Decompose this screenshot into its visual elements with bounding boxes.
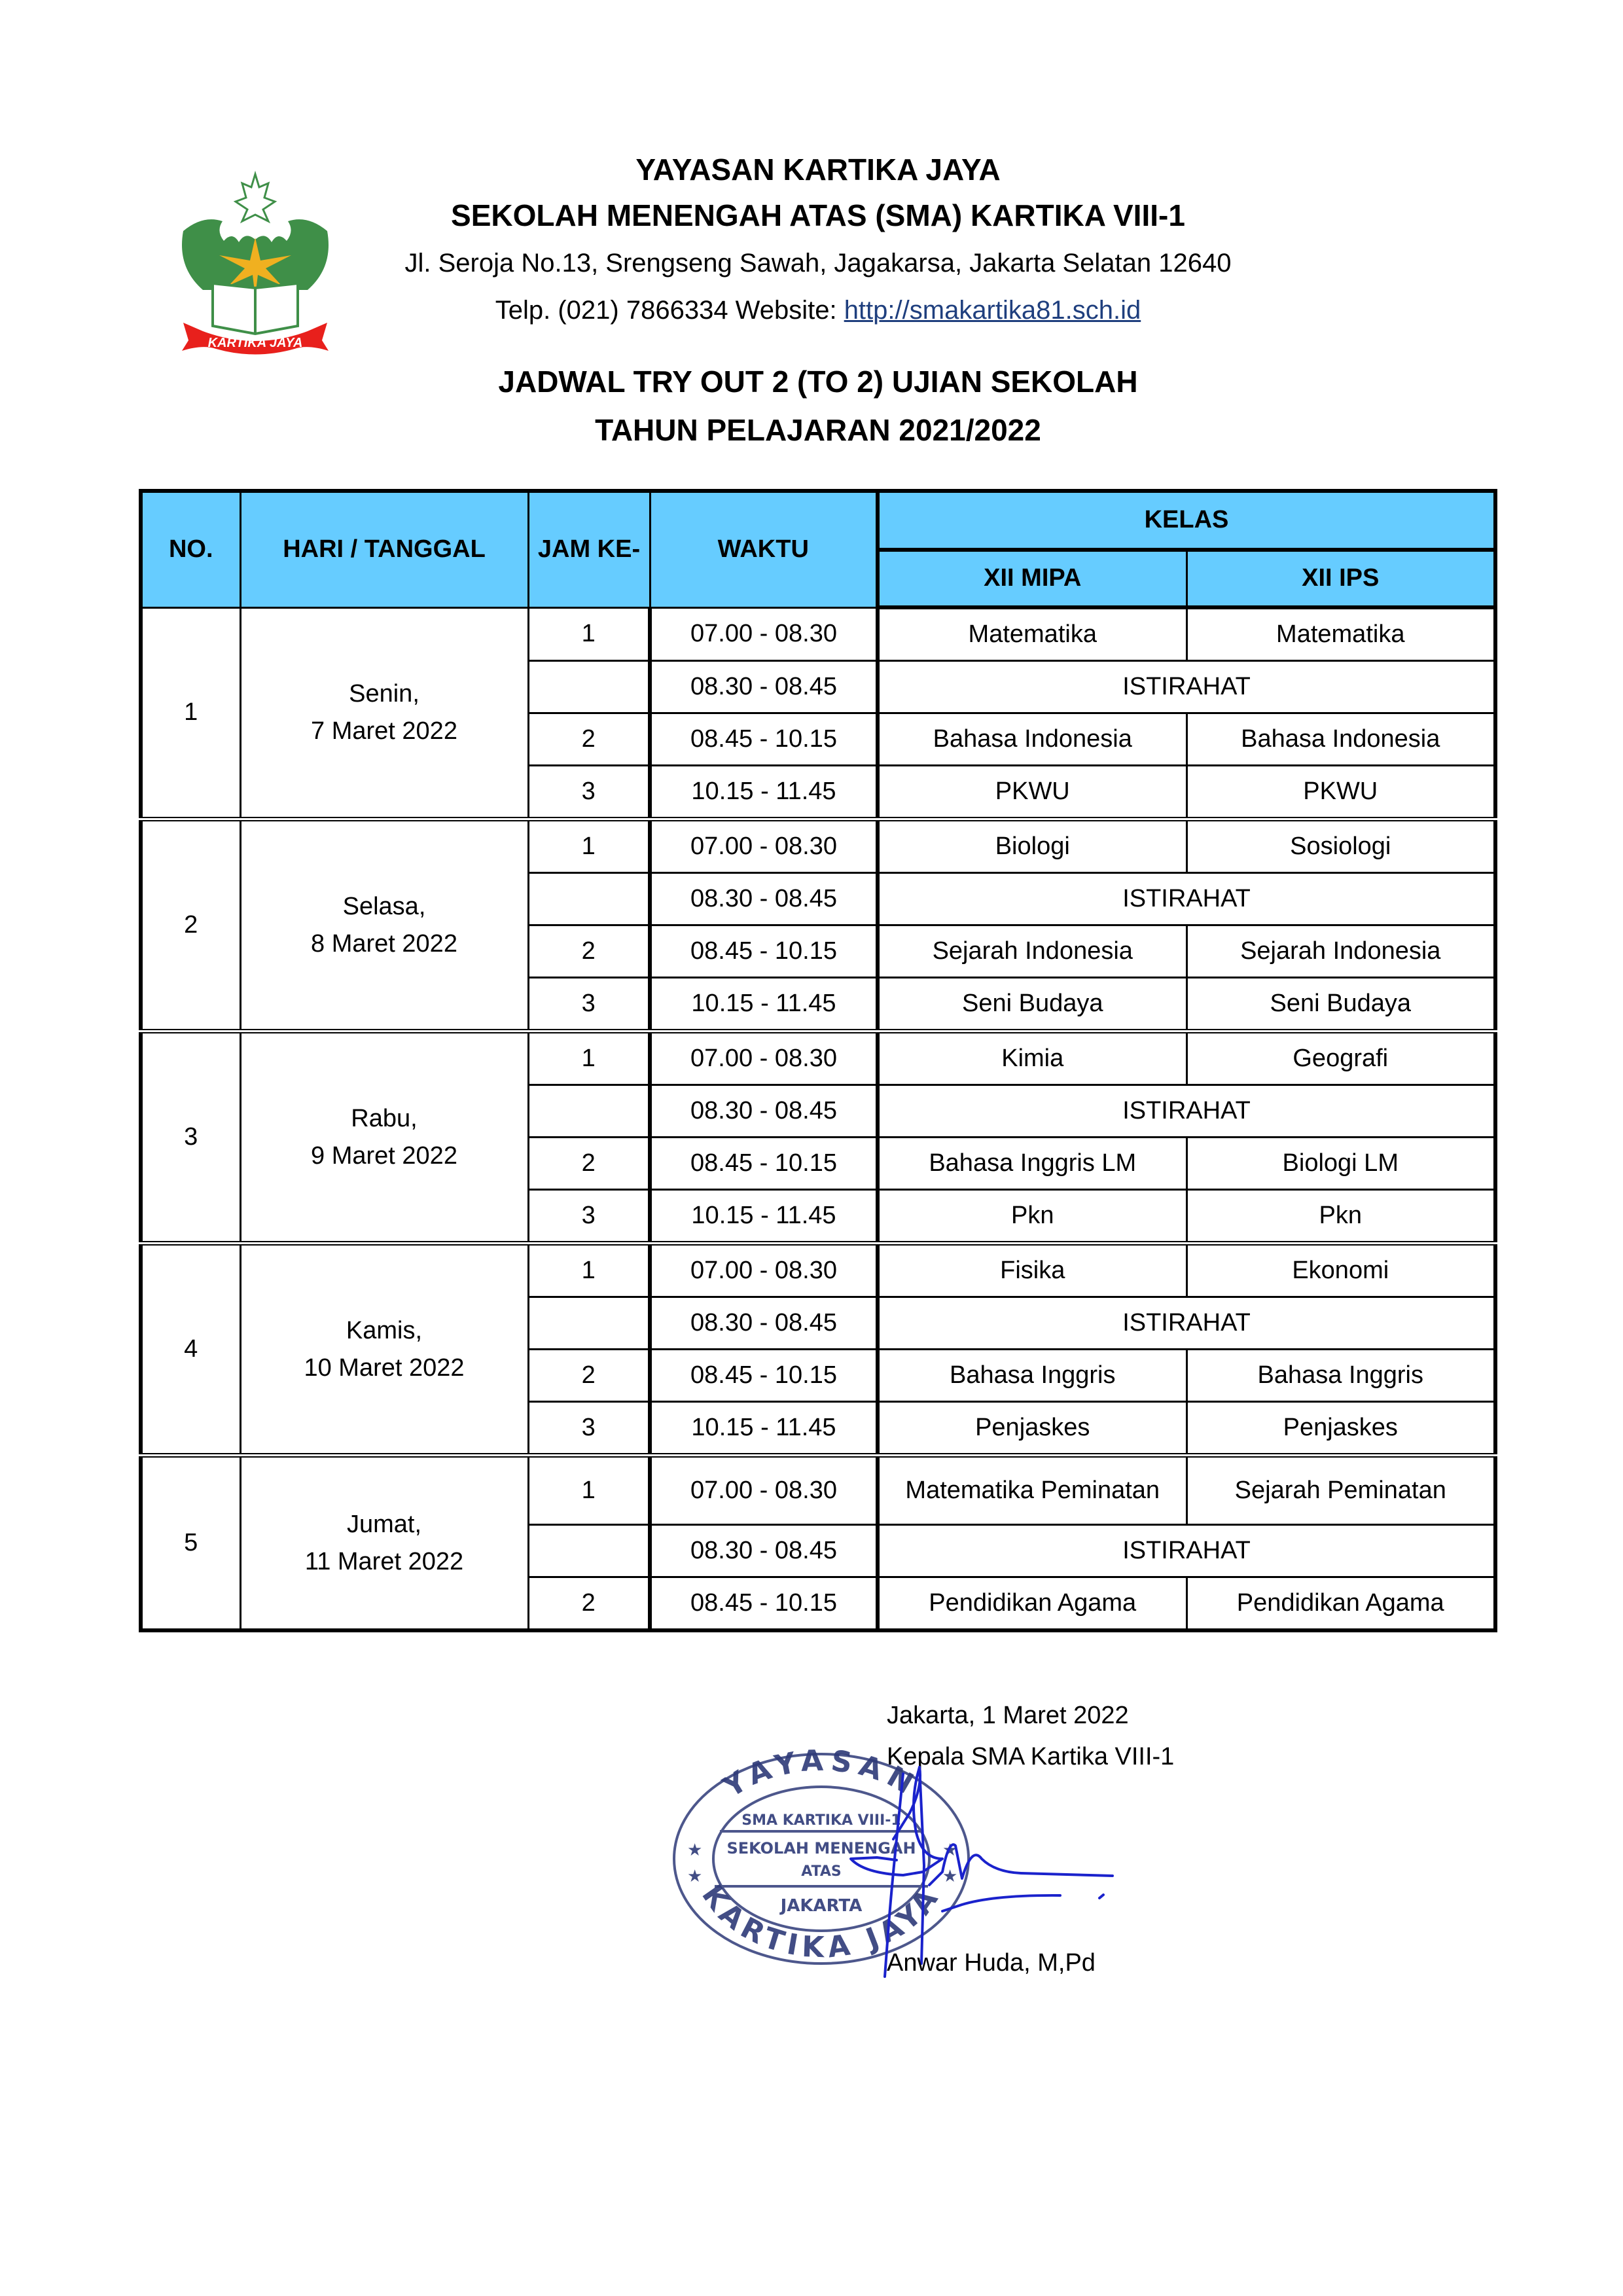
day-name: Rabu, (351, 1104, 418, 1132)
day-number: 5 (141, 1456, 240, 1631)
period-cell: 1 (528, 819, 650, 873)
subject-ips-cell: Sejarah Indonesia (1186, 925, 1495, 978)
contact-line (314, 296, 1322, 325)
header-class-group: KELAS (878, 491, 1495, 550)
subject-mipa-cell: Matematika (878, 607, 1186, 661)
time-cell: 08.45 - 10.15 (650, 1577, 878, 1631)
day-number: 1 (141, 607, 240, 819)
subject-ips-cell: Pendidikan Agama (1186, 1577, 1495, 1631)
day-date-cell (240, 819, 528, 1031)
time-cell: 08.45 - 10.15 (650, 1350, 878, 1402)
break-cell: ISTIRAHAT (878, 661, 1495, 713)
svg-text:SEKOLAH MENENGAH: SEKOLAH MENENGAH (726, 1839, 916, 1857)
document-subtitle: TAHUN PELAJARAN 2021/2022 (595, 413, 1041, 447)
subject-ips-cell: Bahasa Inggris (1186, 1350, 1495, 1402)
period-cell: 2 (528, 713, 650, 766)
subject-mipa-cell: Pkn (878, 1190, 1186, 1244)
school-address: Jl. Seroja No.13, Srengseng Sawah, Jagakarsa, Jakarta Selatan 12640 (404, 249, 1232, 278)
break-cell: ISTIRAHAT (878, 873, 1495, 925)
time-cell: 08.30 - 08.45 (650, 661, 878, 713)
time-cell: 10.15 - 11.45 (650, 766, 878, 819)
subject-mipa-cell: Fisika (878, 1244, 1186, 1297)
period-cell: 2 (528, 1577, 650, 1631)
schedule-row (141, 1456, 1495, 1525)
day-date: 8 Maret 2022 (311, 929, 457, 958)
day-date: 7 Maret 2022 (311, 717, 457, 745)
subject-ips-cell: Penjaskes (1186, 1402, 1495, 1456)
svg-text:★: ★ (687, 1840, 703, 1860)
svg-text:★: ★ (687, 1867, 703, 1886)
schedule-row (141, 819, 1495, 873)
period-cell: 2 (528, 925, 650, 978)
period-cell: 1 (528, 1031, 650, 1085)
header-class-mipa: XII MIPA (878, 550, 1186, 607)
break-cell: ISTIRAHAT (878, 1085, 1495, 1138)
period-cell: 1 (528, 1244, 650, 1297)
day-number: 3 (141, 1031, 240, 1244)
period-cell: 3 (528, 978, 650, 1031)
subject-mipa-cell: Penjaskes (878, 1402, 1186, 1456)
svg-text:KARTIKA JAYA: KARTIKA JAYA (695, 1878, 948, 1965)
schedule-row (141, 607, 1495, 661)
subject-ips-cell: Matematika (1186, 607, 1495, 661)
time-cell: 08.30 - 08.45 (650, 1085, 878, 1138)
time-cell: 07.00 - 08.30 (650, 1244, 878, 1297)
time-cell: 08.45 - 10.15 (650, 713, 878, 766)
school-crest-icon (177, 169, 334, 355)
time-cell: 10.15 - 11.45 (650, 1190, 878, 1244)
day-name: Selasa, (342, 892, 426, 920)
subject-mipa-cell: Sejarah Indonesia (878, 925, 1186, 978)
period-cell: 3 (528, 1402, 650, 1456)
day-number: 4 (141, 1244, 240, 1456)
website-link[interactable]: http://smakartika81.sch.id (844, 296, 1141, 325)
day-number: 2 (141, 819, 240, 1031)
svg-text:YAYASAN: YAYASAN (717, 1748, 925, 1804)
school-name: SEKOLAH MENENGAH ATAS (SMA) KARTIKA VIII-1 (451, 198, 1185, 232)
subject-mipa-cell: Kimia (878, 1031, 1186, 1085)
time-cell: 10.15 - 11.45 (650, 978, 878, 1031)
subject-mipa-cell: Bahasa Inggris (878, 1350, 1186, 1402)
svg-text:★: ★ (942, 1867, 958, 1886)
break-cell: ISTIRAHAT (878, 1297, 1495, 1350)
period-cell (528, 873, 650, 925)
time-cell: 07.00 - 08.30 (650, 607, 878, 661)
period-cell: 2 (528, 1138, 650, 1190)
logo-text: KARTIKA JAYA (207, 336, 303, 350)
subject-mipa-cell: Pendidikan Agama (878, 1577, 1186, 1631)
day-name: Jumat, (346, 1510, 422, 1538)
time-cell: 08.45 - 10.15 (650, 925, 878, 978)
period-cell: 2 (528, 1350, 650, 1402)
day-date-cell (240, 1456, 528, 1631)
subject-mipa-cell: Bahasa Inggris LM (878, 1138, 1186, 1190)
day-name: Kamis, (346, 1316, 423, 1344)
subject-ips-cell: Sejarah Peminatan (1186, 1456, 1495, 1525)
time-cell: 08.30 - 08.45 (650, 1297, 878, 1350)
day-date-cell (240, 1031, 528, 1244)
signature-role: Kepala SMA Kartika VIII-1 (887, 1743, 1175, 1770)
foundation-name: YAYASAN KARTIKA JAYA (635, 152, 1001, 187)
header-period: JAM KE- (528, 491, 650, 607)
subject-mipa-cell: Biologi (878, 819, 1186, 873)
signature-name: Anwar Huda, M,Pd (887, 1949, 1096, 1977)
schedule-table (139, 489, 1497, 1632)
svg-text:JAKARTA: JAKARTA (780, 1896, 863, 1916)
period-cell (528, 1525, 650, 1577)
subject-mipa-cell: Seni Budaya (878, 978, 1186, 1031)
period-cell (528, 661, 650, 713)
day-date: 9 Maret 2022 (311, 1141, 457, 1170)
subject-ips-cell: PKWU (1186, 766, 1495, 819)
subject-ips-cell: Sosiologi (1186, 819, 1495, 873)
period-cell: 1 (528, 1456, 650, 1525)
header-day-date: HARI / TANGGAL (240, 491, 528, 607)
header-class-ips: XII IPS (1186, 550, 1495, 607)
svg-text:ATAS: ATAS (801, 1863, 842, 1880)
subject-ips-cell: Geografi (1186, 1031, 1495, 1085)
day-name: Senin, (349, 679, 419, 708)
subject-ips-cell: Ekonomi (1186, 1244, 1495, 1297)
subject-ips-cell: Seni Budaya (1186, 978, 1495, 1031)
period-cell: 3 (528, 1190, 650, 1244)
subject-ips-cell: Biologi LM (1186, 1138, 1495, 1190)
time-cell: 08.30 - 08.45 (650, 1525, 878, 1577)
time-cell: 07.00 - 08.30 (650, 819, 878, 873)
period-cell: 1 (528, 607, 650, 661)
period-cell (528, 1085, 650, 1138)
day-date: 10 Maret 2022 (304, 1354, 465, 1382)
subject-mipa-cell: Bahasa Indonesia (878, 713, 1186, 766)
period-cell: 3 (528, 766, 650, 819)
phone-text: Telp. (021) 7866334 Website: (495, 296, 844, 325)
day-date: 11 Maret 2022 (304, 1547, 464, 1575)
time-cell: 07.00 - 08.30 (650, 1456, 878, 1525)
period-cell (528, 1297, 650, 1350)
schedule-row (141, 1031, 1495, 1085)
time-cell: 10.15 - 11.45 (650, 1402, 878, 1456)
svg-text:★: ★ (942, 1840, 958, 1860)
document-title: JADWAL TRY OUT 2 (TO 2) UJIAN SEKOLAH (498, 365, 1138, 399)
day-date-cell (240, 1244, 528, 1456)
time-cell: 08.45 - 10.15 (650, 1138, 878, 1190)
subject-mipa-cell: PKWU (878, 766, 1186, 819)
signature-place-date: Jakarta, 1 Maret 2022 (887, 1702, 1129, 1729)
header-no: NO. (141, 491, 240, 607)
time-cell: 07.00 - 08.30 (650, 1031, 878, 1085)
day-date-cell (240, 607, 528, 819)
header-time: WAKTU (650, 491, 878, 607)
time-cell: 08.30 - 08.45 (650, 873, 878, 925)
subject-ips-cell: Bahasa Indonesia (1186, 713, 1495, 766)
subject-ips-cell: Pkn (1186, 1190, 1495, 1244)
break-cell: ISTIRAHAT (878, 1525, 1495, 1577)
subject-mipa-cell: Matematika Peminatan (878, 1456, 1186, 1525)
svg-text:SMA KARTIKA VIII-1: SMA KARTIKA VIII-1 (741, 1812, 901, 1829)
schedule-row (141, 1244, 1495, 1297)
